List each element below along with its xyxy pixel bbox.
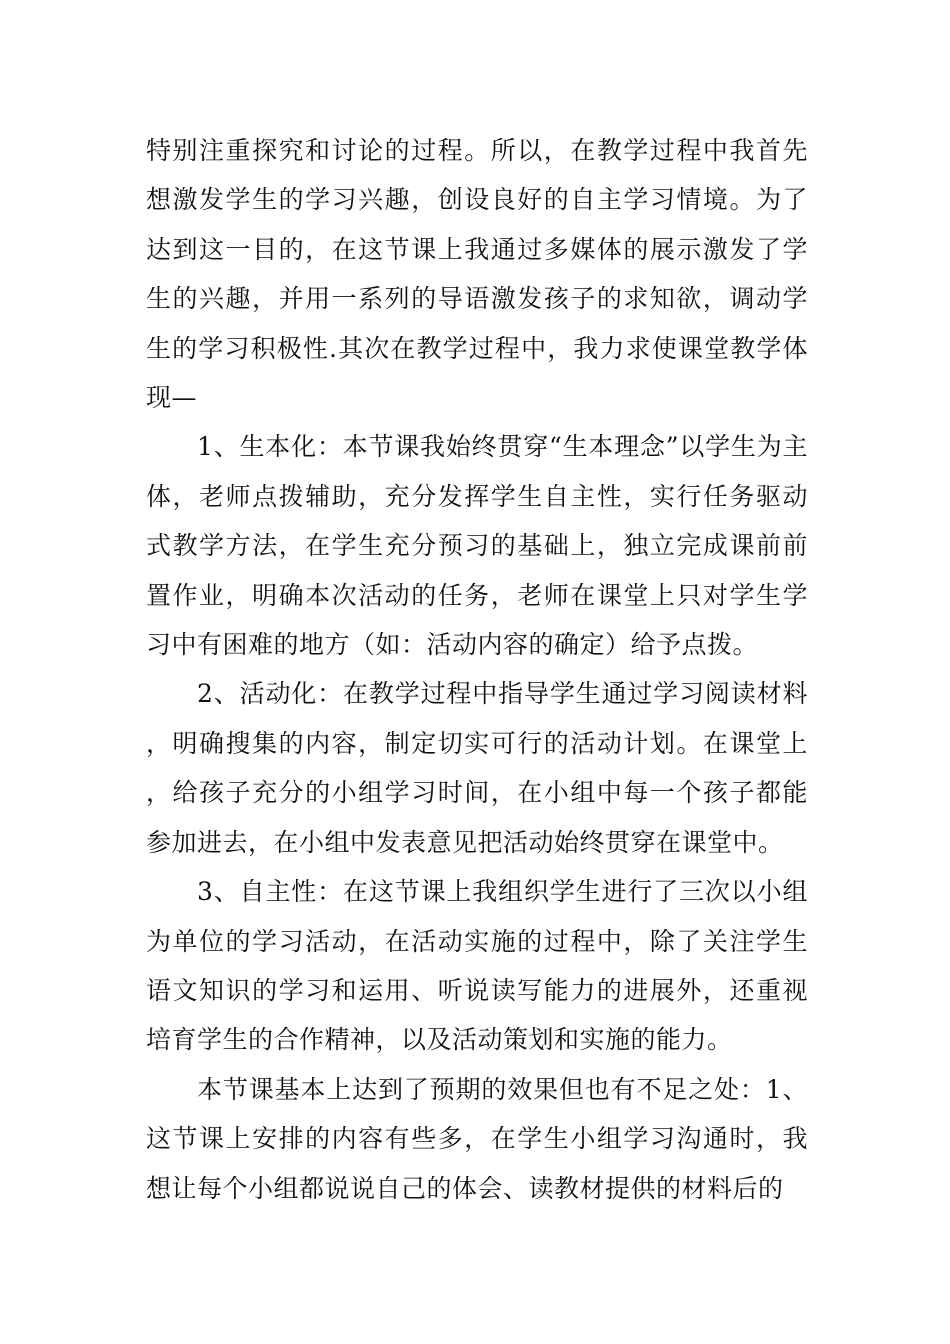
- paragraph-reflection: 本节课基本上达到了预期的效果但也有不足之处：1、这节课上安排的内容有些多，在学生小组学习沟通时，我想让每个小组都说说自己的体会、读教材提供的材料后的: [146, 1074, 808, 1203]
- document-body: [146, 126, 808, 1213]
- paragraph-point-3: 3、自主性：在这节课上我组织学生进行了三次以小组为单位的学习活动，在活动实施的过程中，除了关注学生语文知识的学习和运用、听说读写能力的进展外，还重视培育学生的合作精神，以及活动策划和实施的能力。: [146, 877, 808, 1055]
- paragraph-intro: 特别注重探究和讨论的过程。所以，在教学过程中我首先想激发学生的学习兴趣，创设良好的自主学习情境。为了达到这一目的，在这节课上我通过多媒体的展示激发了学生的兴趣，并用一系列的导语激发孩子的求知欲，调动学生的学习积极性.其次在教学过程中，我力求使课堂教学体现—: [146, 136, 808, 413]
- paragraph-point-2: 2、活动化：在教学过程中指导学生通过学习阅读材料，明确搜集的内容，制定切实可行的活动计划。在课堂上，给孩子充分的小组学习时间，在小组中每一个孩子都能参加进去，在小组中发表意见把活动始终贯穿在课堂中。: [146, 679, 808, 857]
- paragraph-point-1: 1、生本化：本节课我始终贯穿“生本理念”以学生为主体，老师点拨辅助，充分发挥学生自主性，实行任务驱动式教学方法，在学生充分预习的基础上，独立完成课前前置作业，明确本次活动的任务，老师在课堂上只对学生学习中有困难的地方（如：活动内容的确定）给予点拨。: [146, 432, 808, 660]
